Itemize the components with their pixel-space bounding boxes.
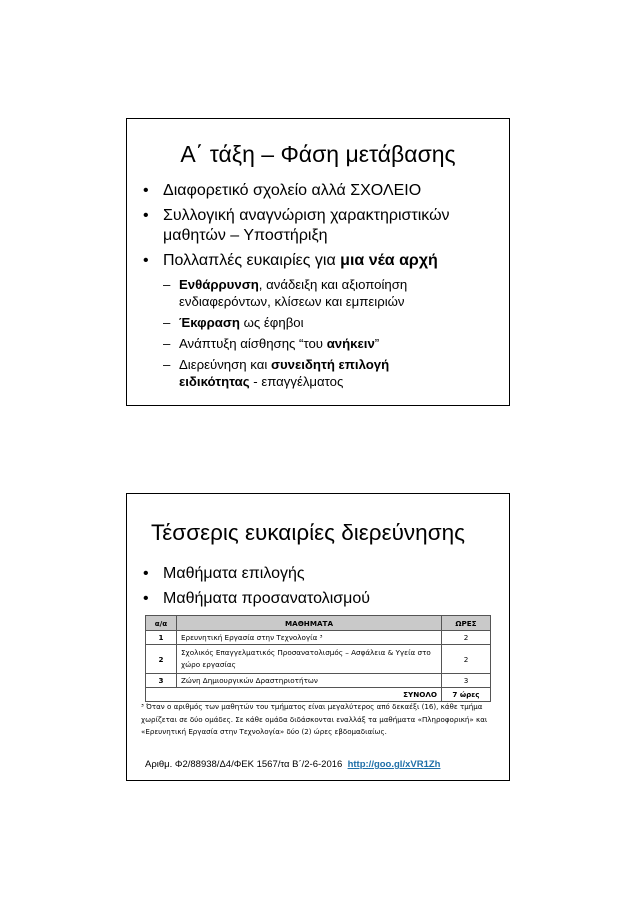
subbullet-item <box>141 276 501 310</box>
bullet-item <box>141 589 501 609</box>
bullet-emphasis: μια νέα αρχή <box>340 252 438 269</box>
course-name: Ζώνη Δημιουργικών Δραστηριοτήτων <box>177 674 442 688</box>
slide-2-title: Τέσσερις ευκαιρίες διερεύνησης <box>151 520 465 545</box>
subbullet-item <box>141 335 501 352</box>
table-footnote: ³ Όταν ο αριθμός των μαθητών του τμήματος είναι μεγαλύτερος από δεκαέξι (16), κάθε τμήμα χωρίζεται σε δύο ομάδες. Σε κάθε ομάδα διδάσκονται εναλλάξ τα μαθήματα «Πληροφορική» και «Ερευνητική Εργασία στην Τεχνολογία» δύο (2) ώρες εβδομαδιαίως. <box>141 702 488 736</box>
subbullet-emphasis: συνειδητή επιλογή <box>270 357 390 372</box>
subbullet-emphasis: Ενθάρρυνση <box>179 277 259 292</box>
column-header: ΜΑΘΗΜΑΤΑ <box>177 616 442 631</box>
bullet-text: Μαθήματα προσανατολισμού <box>163 590 371 607</box>
bullet-item <box>141 564 501 584</box>
courses-table <box>145 615 491 702</box>
course-name: Ερευνητική Εργασία στην Τεχνολογία ³ <box>177 631 442 645</box>
subbullet-text: Ανάπτυξη αίσθησης “του <box>179 336 327 351</box>
bullet-text: Διαφορετικό σχολείο αλλά ΣΧΟΛΕΙΟ <box>163 182 422 199</box>
column-header: ΩΡΕΣ <box>442 616 491 631</box>
slide-1-bullet-list <box>141 181 501 394</box>
course-hours: 3 <box>442 674 491 688</box>
slide-1-title: Α΄ τάξη – Φάση μετάβασης <box>180 141 456 167</box>
row-number: 2 <box>146 645 177 674</box>
bullet-text: Μαθήματα επιλογής <box>163 565 305 582</box>
table-row <box>146 645 491 674</box>
total-label: ΣΥΝΟΛΟ <box>146 688 442 702</box>
subbullet-item <box>141 356 501 390</box>
subbullet-text: Διερεύνηση και <box>179 357 271 372</box>
subbullet-text: ενδιαφερόντων, κλίσεων και εμπειριών <box>179 294 405 309</box>
subbullet-emphasis: ανήκειν <box>326 336 375 351</box>
bullet-item <box>141 251 501 271</box>
course-hours: 2 <box>442 645 491 674</box>
subbullet-item <box>141 314 501 331</box>
citation-reference: Αριθμ. Φ2/88938/Δ4/ΦΕΚ 1567/τα Β΄/2-6-2016 <box>145 759 343 770</box>
bullet-text: Πολλαπλές ευκαιρίες για <box>163 252 341 269</box>
dash-marker: – <box>163 357 171 372</box>
citation <box>145 759 440 770</box>
dash-marker: – <box>163 336 171 351</box>
course-hours: 2 <box>442 631 491 645</box>
subbullet-emphasis: Έκφραση <box>179 315 240 330</box>
table-header-row <box>146 616 491 631</box>
subbullet-emphasis: ειδικότητας <box>179 374 250 389</box>
table-row <box>146 631 491 645</box>
bullet-item <box>141 181 501 201</box>
slide-1 <box>126 118 510 406</box>
citation-link[interactable]: http://goo.gl/xVR1Zh <box>347 759 441 770</box>
row-number: 3 <box>146 674 177 688</box>
subbullet-text: - επαγγέλματος <box>249 374 344 389</box>
course-name: Σχολικός Επαγγελματικός Προσανατολισμός – Ασφάλεια & Υγεία στο χώρο εργασίας <box>177 645 442 674</box>
dash-marker: – <box>163 315 171 330</box>
dash-marker: – <box>163 277 171 292</box>
column-header: α/α <box>146 616 177 631</box>
slide-2 <box>126 493 510 781</box>
subbullet-text: , ανάδειξη και αξιοποίηση <box>258 277 408 292</box>
table-row <box>146 674 491 688</box>
bullet-item <box>141 206 501 246</box>
slide-2-bullet-list <box>141 564 501 614</box>
table-total-row <box>146 688 491 702</box>
row-number: 1 <box>146 631 177 645</box>
bullet-text-line: • Συλλογική αναγνώριση χαρακτηριστικών <box>163 207 450 224</box>
total-hours: 7 ώρες <box>442 688 491 702</box>
bullet-text-line: μαθητών – Υποστήριξη <box>163 227 328 244</box>
subbullet-text: ως έφηβοι <box>239 315 304 330</box>
subbullet-text: ” <box>374 336 380 351</box>
